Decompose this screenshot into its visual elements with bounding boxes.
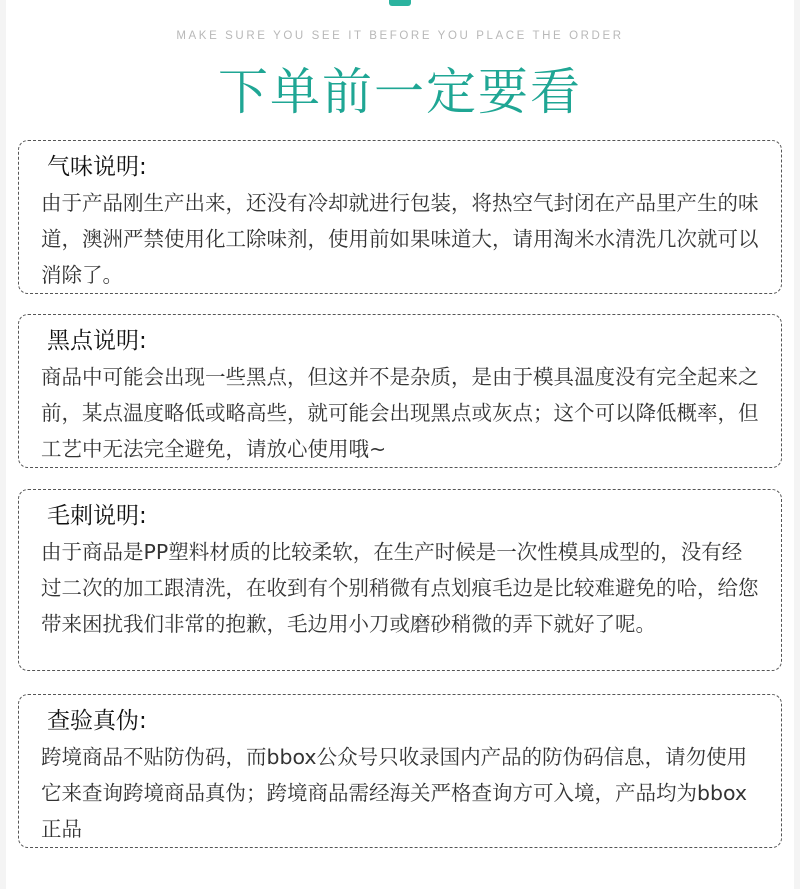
notice-card-black-spots [18, 314, 782, 468]
card-heading: 黑点说明: [47, 328, 147, 354]
notice-card-burrs [18, 489, 782, 671]
card-body: 跨境商品不贴防伪码，而bbox公众号只收录国内产品的防伪码信息，请勿使用它来查询跨境商品真伪；跨境商品需经海关严格查询方可入境，产品均为bbox正品 [41, 745, 748, 841]
card-body: 由于商品是PP塑料材质的比较柔软，在生产时候是一次性模具成型的，没有经过二次的加工跟清洗，在收到有个别稍微有点划痕毛边是比较难避免的哈，给您带来困扰我们非常的抱歉，毛边用小刀或磨砂稍微的弄下就好了呢。 [41, 540, 759, 636]
notice-card-authenticity [18, 694, 782, 848]
card-heading: 气味说明: [47, 154, 147, 180]
top-tab-marker [389, 0, 411, 6]
page-subtitle: MAKE SURE YOU SEE IT BEFORE YOU PLACE THE ORDER [176, 30, 624, 42]
notice-card-smell [18, 140, 782, 294]
card-heading: 查验真伪: [47, 708, 147, 734]
card-body: 商品中可能会出现一些黑点，但这并不是杂质，是由于模具温度没有完全起来之前，某点温度略低或略高些，就可能会出现黑点或灰点；这个可以降低概率，但工艺中无法完全避免，请放心使用哦~ [41, 365, 759, 461]
card-heading: 毛刺说明: [47, 503, 147, 529]
page-title: 下单前一定要看 [218, 63, 582, 121]
card-body: 由于产品刚生产出来，还没有冷却就进行包装，将热空气封闭在产品里产生的味道，澳洲严禁使用化工除味剂，使用前如果味道大，请用淘米水清洗几次就可以消除了。 [41, 191, 759, 287]
